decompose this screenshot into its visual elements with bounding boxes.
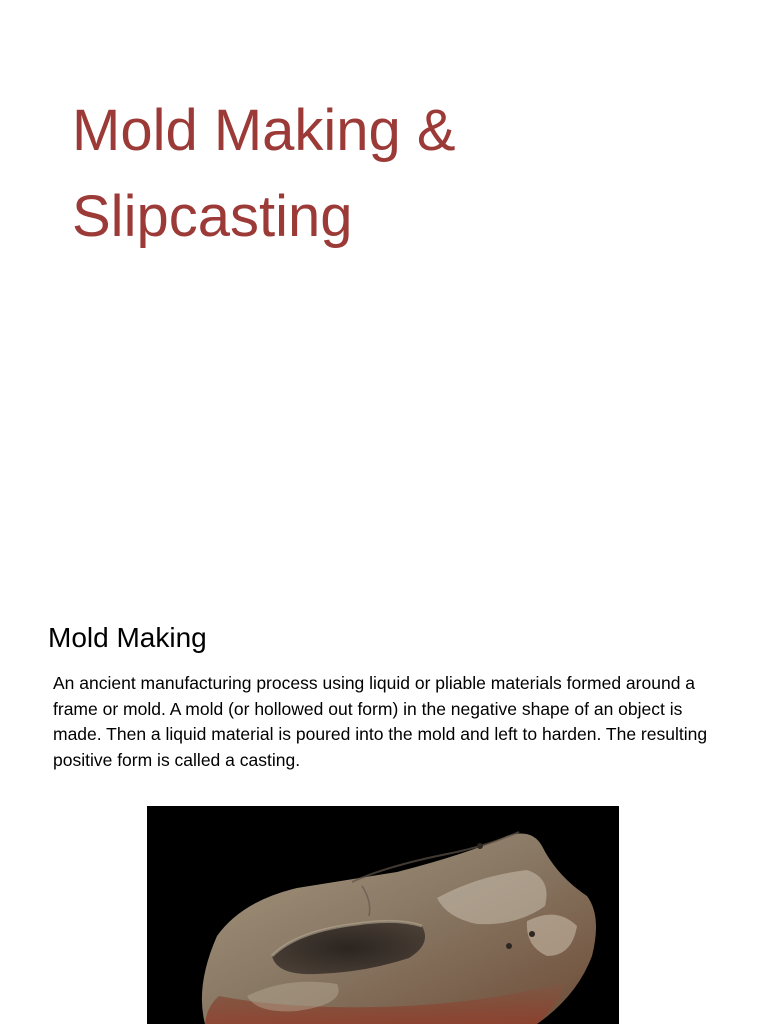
stone-mold-photo — [147, 806, 619, 1024]
stone-mold-illustration — [147, 806, 619, 1024]
section-heading: Mold Making — [48, 622, 207, 653]
slide-title: Mold Making & Slipcasting — [72, 98, 456, 249]
section-body-text: An ancient manufacturing process using liquid or pliable materials formed around a frame or mold. A mold (or hollowed out form) in the negative shape of an object is made. Then a liquid material is poured into the mold and left to harden. The resulting positive form is called a casting. — [53, 673, 708, 770]
